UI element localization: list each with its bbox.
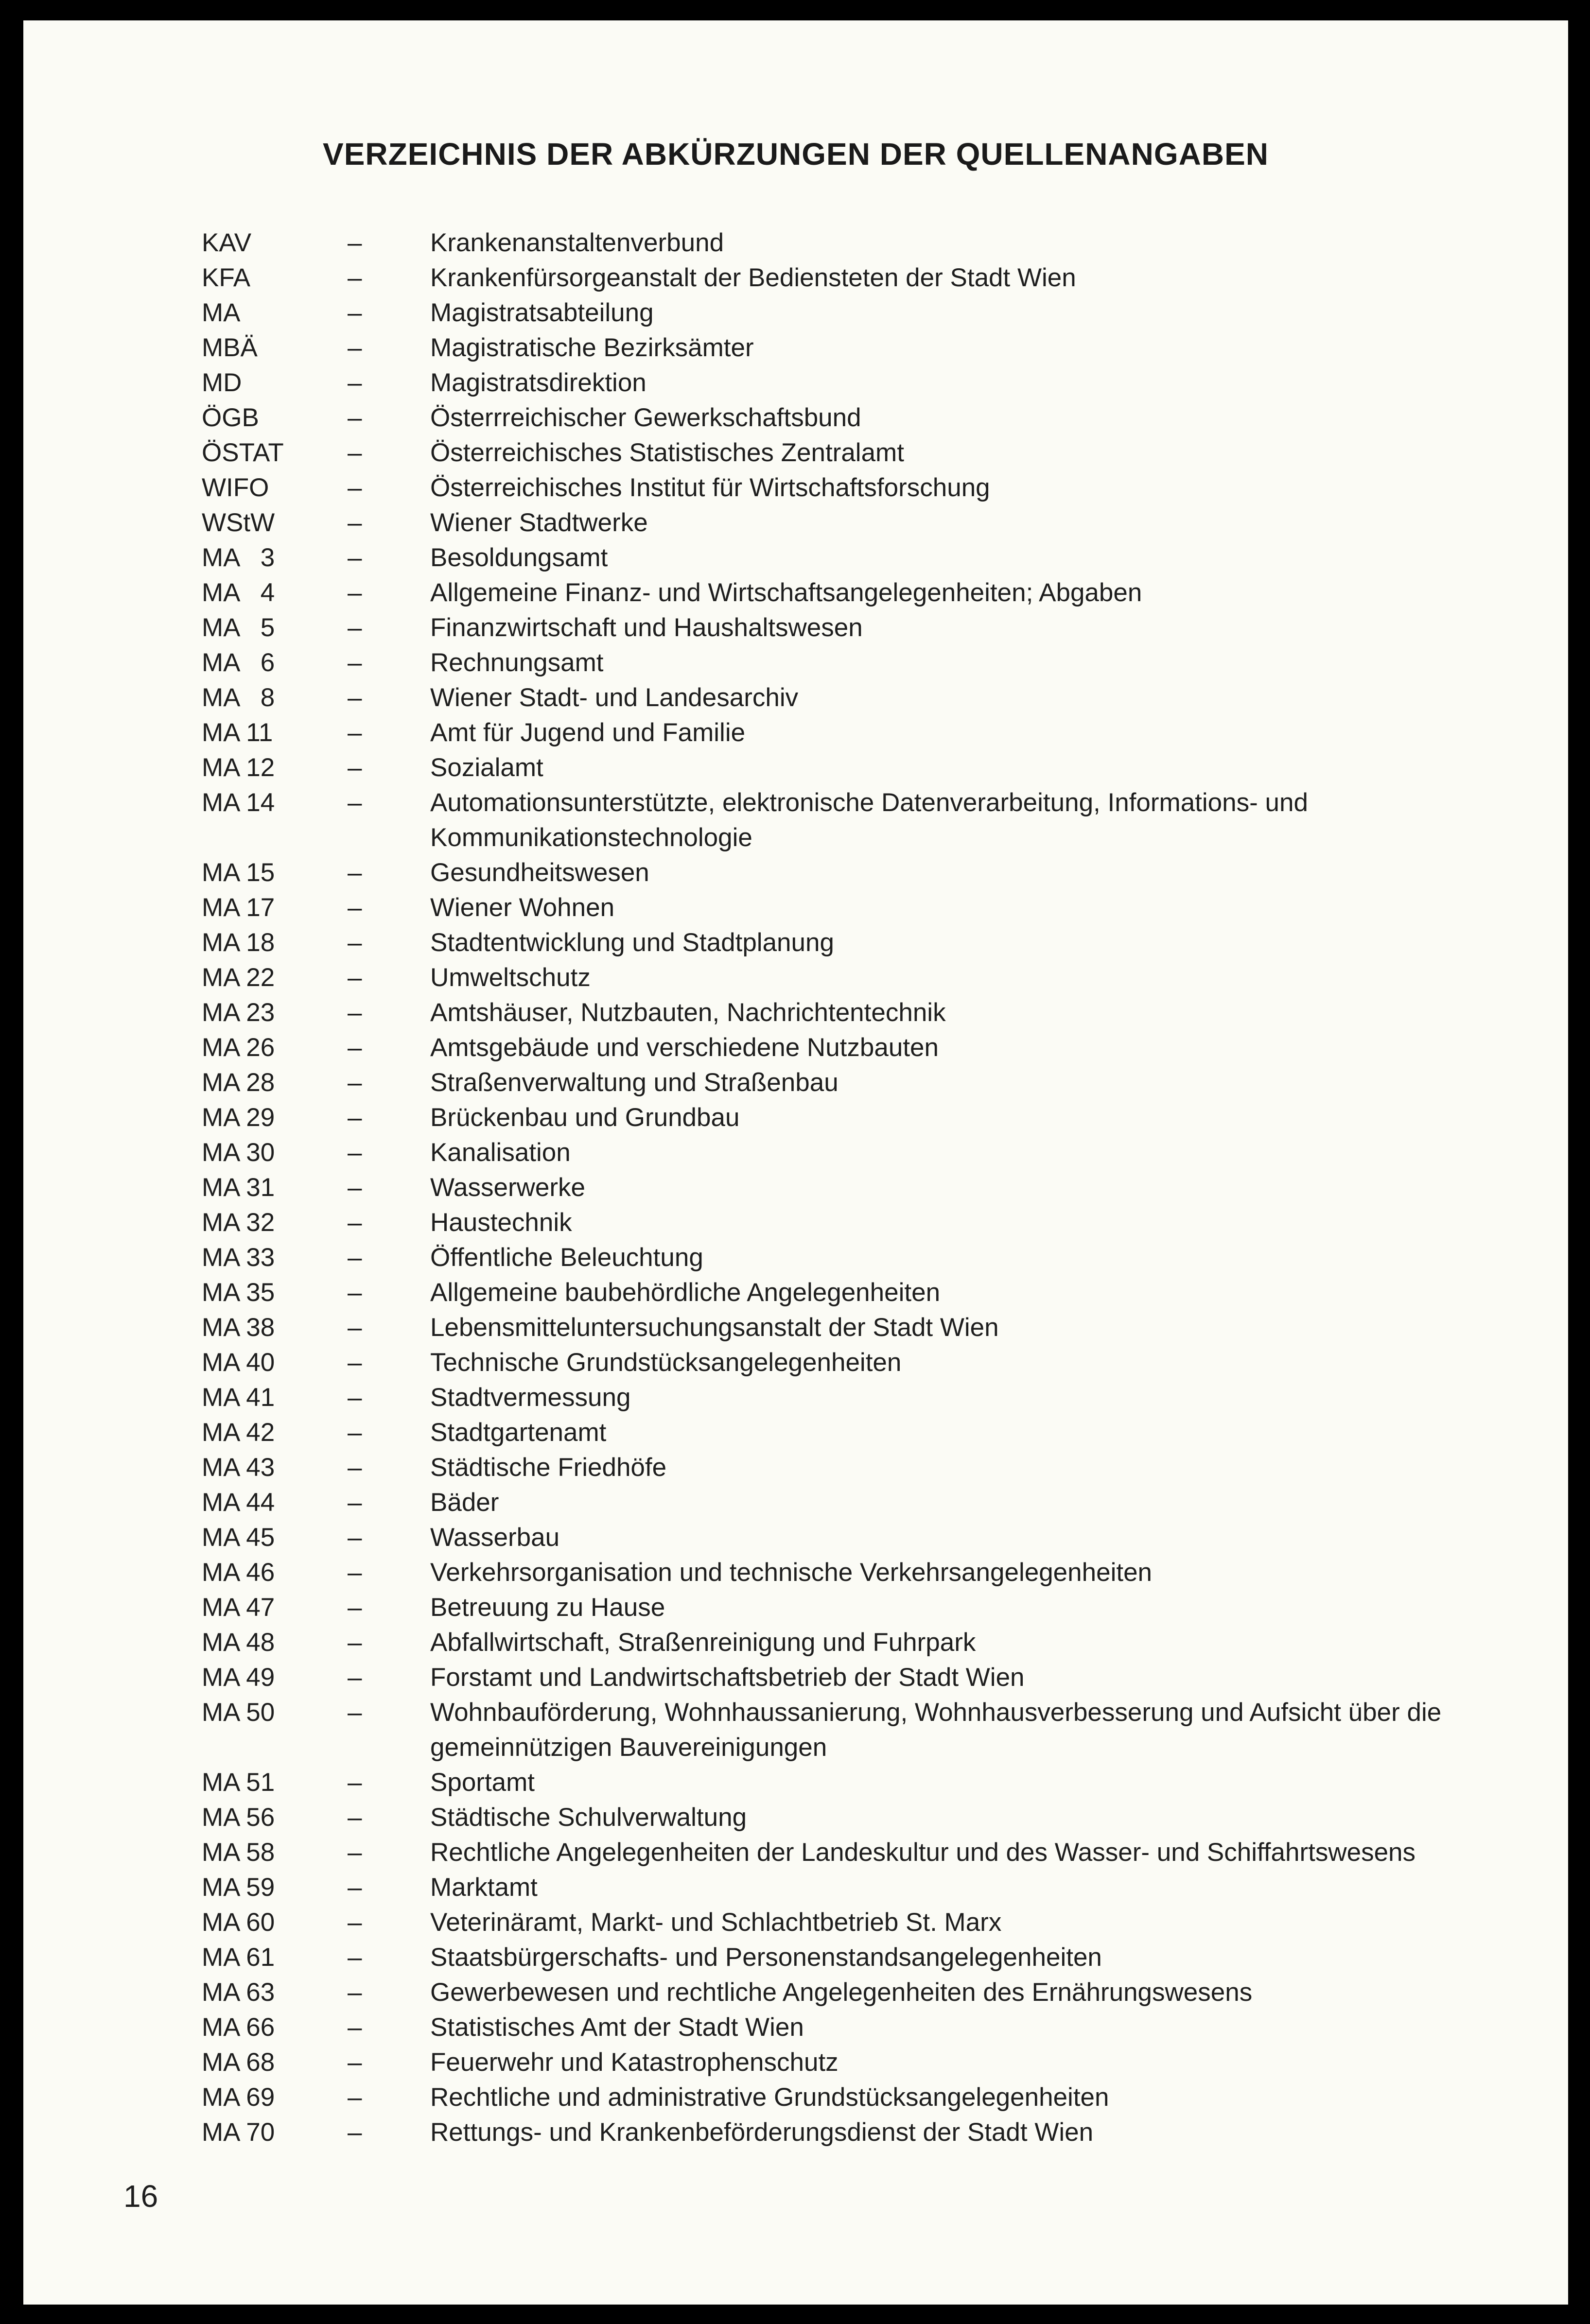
list-item <box>202 505 1466 540</box>
abbreviation: MA 66 <box>202 2013 275 2042</box>
abbreviation: MA 51 <box>202 1768 275 1797</box>
document-page <box>23 20 1568 2305</box>
separator-dash: – <box>348 1558 362 1587</box>
description: Finanzwirtschaft und Haushaltswesen <box>430 613 863 642</box>
list-item <box>202 470 1466 505</box>
description: Stadtgartenamt <box>430 1418 607 1447</box>
description: Rechnungsamt <box>430 648 604 677</box>
abbreviation: MA 61 <box>202 1943 275 1972</box>
description: Forstamt und Landwirtschaftsbetrieb der Stadt Wien <box>430 1663 1025 1692</box>
description: Öffentliche Beleuchtung <box>430 1243 703 1272</box>
abbreviation: MA 26 <box>202 1033 275 1062</box>
abbreviation: MA 17 <box>202 893 275 922</box>
description: Statistisches Amt der Stadt Wien <box>430 2013 804 2042</box>
list-item <box>202 1310 1466 1345</box>
abbreviation: MA 59 <box>202 1873 275 1902</box>
abbreviation: MA 63 <box>202 1978 275 2007</box>
abbreviation: MBÄ <box>202 333 258 362</box>
abbreviation: MA 40 <box>202 1348 275 1377</box>
list-item <box>202 610 1466 645</box>
abbreviation: ÖSTAT <box>202 438 284 467</box>
abbreviation: MD <box>202 368 242 397</box>
separator-dash: – <box>348 578 362 607</box>
description: Allgemeine Finanz- und Wirtschaftsangelegenheiten; Abgaben <box>430 578 1142 607</box>
list-item <box>202 1485 1466 1520</box>
list-item <box>202 1940 1466 1975</box>
separator-dash: – <box>348 263 362 292</box>
abbreviation: MA 44 <box>202 1488 275 1517</box>
abbreviation: MA 38 <box>202 1313 275 1342</box>
list-item <box>202 960 1466 995</box>
separator-dash: – <box>348 403 362 432</box>
separator-dash: – <box>348 928 362 957</box>
list-item <box>202 400 1466 435</box>
separator-dash: – <box>348 1908 362 1937</box>
abbreviation: KAV <box>202 228 252 257</box>
separator-dash: – <box>348 1033 362 1062</box>
list-item <box>202 715 1466 750</box>
list-item <box>202 260 1466 295</box>
list-item <box>202 1100 1466 1135</box>
list-item <box>202 295 1466 330</box>
description: Technische Grundstücksangelegenheiten <box>430 1348 902 1377</box>
list-item <box>202 1240 1466 1275</box>
description: Wasserwerke <box>430 1173 586 1202</box>
abbreviation: MA 41 <box>202 1383 275 1412</box>
abbreviation: MA 29 <box>202 1103 275 1132</box>
separator-dash: – <box>348 1348 362 1377</box>
separator-dash: – <box>348 788 362 817</box>
separator-dash: – <box>348 1593 362 1622</box>
description: Kanalisation <box>430 1138 571 1167</box>
list-item <box>202 855 1466 890</box>
separator-dash: – <box>348 648 362 677</box>
list-item <box>202 995 1466 1030</box>
list-item <box>202 890 1466 925</box>
separator-dash: – <box>348 1803 362 1832</box>
page-number: 16 <box>123 2179 158 2214</box>
abbreviation: MA 23 <box>202 998 275 1027</box>
separator-dash: – <box>348 1453 362 1482</box>
description: Städtische Friedhöfe <box>430 1453 667 1482</box>
list-item <box>202 1345 1466 1380</box>
description: Rechtliche und administrative Grundstücksangelegenheiten <box>430 2083 1109 2112</box>
separator-dash: – <box>348 718 362 747</box>
list-item <box>202 540 1466 575</box>
separator-dash: – <box>348 508 362 537</box>
description: Bäder <box>430 1488 499 1517</box>
separator-dash: – <box>348 1103 362 1132</box>
description: Sportamt <box>430 1768 535 1797</box>
description: Haustechnik <box>430 1208 572 1237</box>
separator-dash: – <box>348 1138 362 1167</box>
description: Wiener Wohnen <box>430 893 615 922</box>
separator-dash: – <box>348 543 362 572</box>
description: Feuerwehr und Katastrophenschutz <box>430 2048 839 2077</box>
list-item <box>202 1625 1466 1660</box>
separator-dash: – <box>348 1243 362 1272</box>
abbreviation: MA 14 <box>202 788 275 817</box>
description: Brückenbau und Grundbau <box>430 1103 740 1132</box>
separator-dash: – <box>348 1663 362 1692</box>
separator-dash: – <box>348 1628 362 1657</box>
separator-dash: – <box>348 963 362 992</box>
list-item <box>202 1695 1466 1765</box>
list-item <box>202 1765 1466 1800</box>
abbreviation: MA 22 <box>202 963 275 992</box>
description: Staatsbürgerschafts- und Personenstandsangelegenheiten <box>430 1943 1102 1972</box>
description: Magistratsdirektion <box>430 368 646 397</box>
abbreviation: MA 58 <box>202 1838 275 1867</box>
list-item <box>202 680 1466 715</box>
list-item <box>202 1450 1466 1485</box>
list-item <box>202 1590 1466 1625</box>
description: Marktamt <box>430 1873 538 1902</box>
page-title: VERZEICHNIS DER ABKÜRZUNGEN DER QUELLENANGABEN <box>323 137 1269 172</box>
separator-dash: – <box>348 298 362 327</box>
description: Verkehrsorganisation und technische Verkehrsangelegenheiten <box>430 1558 1153 1587</box>
list-item <box>202 1380 1466 1415</box>
description: Sozialamt <box>430 753 543 782</box>
abbreviation: MA 30 <box>202 1138 275 1167</box>
list-item <box>202 365 1466 400</box>
abbreviation: MA 5 <box>202 613 275 642</box>
description: Straßenverwaltung und Straßenbau <box>430 1068 839 1097</box>
description: Gewerbewesen und rechtliche Angelegenheiten des Ernährungswesens <box>430 1978 1253 2007</box>
abbreviation: MA 45 <box>202 1523 275 1552</box>
separator-dash: – <box>348 1768 362 1797</box>
abbreviation: MA 15 <box>202 858 275 887</box>
description: Österrreichischer Gewerkschaftsbund <box>430 403 861 432</box>
separator-dash: – <box>348 683 362 712</box>
abbreviation: MA 33 <box>202 1243 275 1272</box>
abbreviation: MA 49 <box>202 1663 275 1692</box>
abbreviation: MA 42 <box>202 1418 275 1447</box>
list-item <box>202 1905 1466 1940</box>
description: Rettungs- und Krankenbeförderungsdienst der Stadt Wien <box>430 2118 1094 2147</box>
list-item <box>202 575 1466 610</box>
list-item <box>202 1065 1466 1100</box>
abbreviation: ÖGB <box>202 403 259 432</box>
description: Wiener Stadtwerke <box>430 508 648 537</box>
list-item <box>202 225 1466 260</box>
list-item <box>202 750 1466 785</box>
list-item <box>202 435 1466 470</box>
description: Amt für Jugend und Familie <box>430 718 746 747</box>
description: Rechtliche Angelegenheiten der Landeskultur und des Wasser- und Schiffahrtswesens <box>430 1838 1416 1867</box>
list-item <box>202 1415 1466 1450</box>
abbreviation: MA 60 <box>202 1908 275 1937</box>
abbreviation: MA 35 <box>202 1278 275 1307</box>
description: Stadtvermessung <box>430 1383 631 1412</box>
separator-dash: – <box>348 1208 362 1237</box>
abbreviation: MA 32 <box>202 1208 275 1237</box>
separator-dash: – <box>348 368 362 397</box>
list-item <box>202 1660 1466 1695</box>
description: Gesundheitswesen <box>430 858 649 887</box>
abbreviation: MA 28 <box>202 1068 275 1097</box>
separator-dash: – <box>348 1383 362 1412</box>
list-item <box>202 1520 1466 1555</box>
description: Wohnbauförderung, Wohnhaussanierung, Wohnhausverbesserung und Aufsicht über die gemeinnützigen Bauvereinigungen <box>430 1698 1442 1762</box>
abbreviation-list <box>202 225 1466 2150</box>
separator-dash: – <box>348 1873 362 1902</box>
list-item <box>202 2080 1466 2115</box>
separator-dash: – <box>348 473 362 502</box>
list-item <box>202 2045 1466 2080</box>
description: Umweltschutz <box>430 963 591 992</box>
abbreviation: MA 4 <box>202 578 275 607</box>
description: Stadtentwicklung und Stadtplanung <box>430 928 834 957</box>
abbreviation: MA 48 <box>202 1628 275 1657</box>
abbreviation: KFA <box>202 263 251 292</box>
abbreviation: MA 8 <box>202 683 275 712</box>
list-item <box>202 1135 1466 1170</box>
description: Automationsunterstützte, elektronische Datenverarbeitung, Informations- und Kommunikationstechnologie <box>430 788 1308 852</box>
separator-dash: – <box>348 1173 362 1202</box>
separator-dash: – <box>348 753 362 782</box>
list-item <box>202 1205 1466 1240</box>
abbreviation: MA <box>202 298 241 327</box>
separator-dash: – <box>348 613 362 642</box>
separator-dash: – <box>348 1698 362 1727</box>
description: Magistratsabteilung <box>430 298 654 327</box>
separator-dash: – <box>348 2118 362 2147</box>
separator-dash: – <box>348 2048 362 2077</box>
abbreviation: MA 43 <box>202 1453 275 1482</box>
separator-dash: – <box>348 1523 362 1552</box>
list-item <box>202 2115 1466 2150</box>
list-item <box>202 1975 1466 2010</box>
list-item <box>202 1170 1466 1205</box>
abbreviation: MA 46 <box>202 1558 275 1587</box>
separator-dash: – <box>348 333 362 362</box>
list-item <box>202 330 1466 365</box>
separator-dash: – <box>348 893 362 922</box>
description: Amtsgebäude und verschiedene Nutzbauten <box>430 1033 939 1062</box>
abbreviation: MA 11 <box>202 718 273 747</box>
list-item <box>202 785 1466 855</box>
abbreviation: WIFO <box>202 473 269 502</box>
description: Amtshäuser, Nutzbauten, Nachrichtentechnik <box>430 998 946 1027</box>
description: Wiener Stadt- und Landesarchiv <box>430 683 799 712</box>
description: Betreuung zu Hause <box>430 1593 665 1622</box>
separator-dash: – <box>348 228 362 257</box>
abbreviation: MA 68 <box>202 2048 275 2077</box>
abbreviation: MA 3 <box>202 543 275 572</box>
abbreviation: MA 6 <box>202 648 275 677</box>
separator-dash: – <box>348 858 362 887</box>
description: Krankenanstaltenverbund <box>430 228 724 257</box>
description: Magistratische Bezirksämter <box>430 333 754 362</box>
separator-dash: – <box>348 1418 362 1447</box>
description: Österreichisches Institut für Wirtschaftsforschung <box>430 473 990 502</box>
description: Allgemeine baubehördliche Angelegenheiten <box>430 1278 941 1307</box>
description: Österreichisches Statistisches Zentralamt <box>430 438 904 467</box>
abbreviation: MA 47 <box>202 1593 275 1622</box>
list-item <box>202 1800 1466 1835</box>
abbreviation: MA 70 <box>202 2118 275 2147</box>
description: Veterinäramt, Markt- und Schlachtbetrieb St. Marx <box>430 1908 1002 1937</box>
separator-dash: – <box>348 2013 362 2042</box>
separator-dash: – <box>348 1313 362 1342</box>
abbreviation: MA 12 <box>202 753 275 782</box>
description: Städtische Schulverwaltung <box>430 1803 747 1832</box>
abbreviation: MA 18 <box>202 928 275 957</box>
separator-dash: – <box>348 1943 362 1972</box>
abbreviation: MA 69 <box>202 2083 275 2112</box>
list-item <box>202 1835 1466 1870</box>
separator-dash: – <box>348 1278 362 1307</box>
description: Lebensmitteluntersuchungsanstalt der Stadt Wien <box>430 1313 999 1342</box>
description: Wasserbau <box>430 1523 560 1552</box>
description: Krankenfürsorgeanstalt der Bediensteten der Stadt Wien <box>430 263 1076 292</box>
description: Abfallwirtschaft, Straßenreinigung und Fuhrpark <box>430 1628 976 1657</box>
list-item <box>202 1275 1466 1310</box>
separator-dash: – <box>348 2083 362 2112</box>
list-item <box>202 2010 1466 2045</box>
abbreviation: MA 50 <box>202 1698 275 1727</box>
list-item <box>202 645 1466 680</box>
abbreviation: MA 56 <box>202 1803 275 1832</box>
abbreviation: MA 31 <box>202 1173 275 1202</box>
separator-dash: – <box>348 998 362 1027</box>
separator-dash: – <box>348 438 362 467</box>
list-item <box>202 1870 1466 1905</box>
separator-dash: – <box>348 1838 362 1867</box>
abbreviation: WStW <box>202 508 275 537</box>
list-item <box>202 1555 1466 1590</box>
separator-dash: – <box>348 1068 362 1097</box>
list-item <box>202 925 1466 960</box>
separator-dash: – <box>348 1978 362 2007</box>
list-item <box>202 1030 1466 1065</box>
description: Besoldungsamt <box>430 543 608 572</box>
separator-dash: – <box>348 1488 362 1517</box>
